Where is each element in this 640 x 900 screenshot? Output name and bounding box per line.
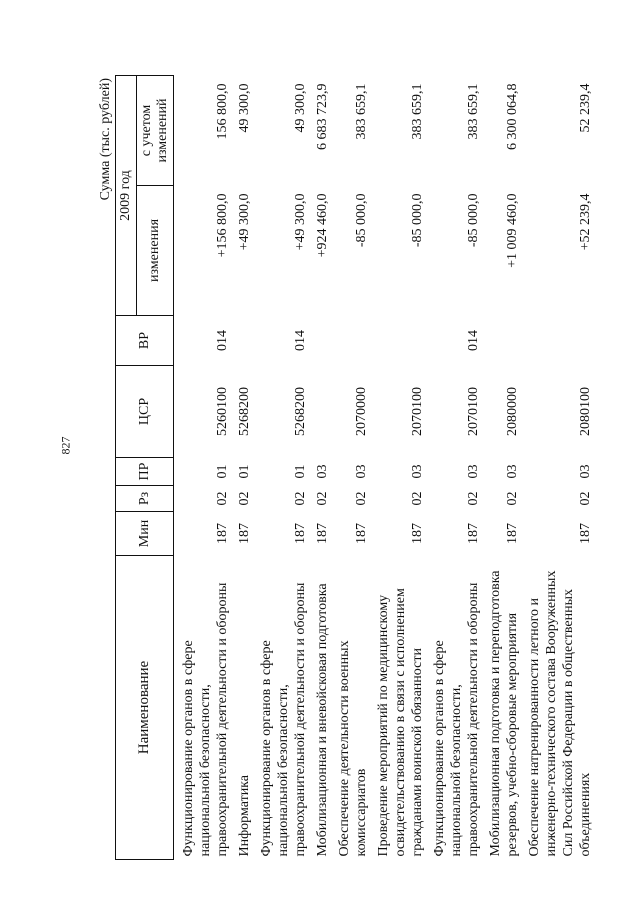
row-min: 187 [215, 523, 230, 544]
row-vr: 014 [215, 330, 230, 351]
row-total: 156 800,0 [215, 83, 230, 140]
row-total: 383 659,1 [410, 83, 425, 140]
row-name: Проведение мероприятий по медицинскому освидетельствованию в связи с исполнением гражданами воинской обязанности [376, 588, 425, 857]
table-row [312, 76, 334, 860]
row-total: 6 683 723,9 [315, 83, 330, 150]
table-row [373, 76, 429, 860]
row-name: Обеспечение деятельности военных комиссариатов [337, 640, 369, 857]
row-change: +49 300,0 [293, 193, 308, 251]
page-number: 827 [58, 436, 73, 455]
row-csr: 2070100 [410, 387, 425, 436]
row-vr [373, 316, 429, 366]
row-pr: 01 [237, 464, 252, 479]
row-name: Мобилизационная и вневойсковая подготовка [315, 583, 330, 857]
row-name: Мобилизационная подготовка и переподготовка резервов, учебно-сборовые мероприятия [488, 570, 520, 857]
row-csr: 2070000 [354, 387, 369, 436]
row-rz: 02 [578, 491, 593, 506]
row-min: 187 [505, 523, 520, 544]
row-csr: 5260100 [215, 387, 230, 436]
row-change: -85 000,0 [354, 193, 369, 248]
row-csr: 5268200 [237, 387, 252, 436]
row-csr: 2070100 [466, 387, 481, 436]
row-change: +49 300,0 [237, 193, 252, 251]
row-name: Функционирование органов в сфере национальной безопасности, правоохранительной деятельности и обороны [432, 582, 481, 857]
row-name: Обеспечение натренированности летного и инженерно-технического состава Вооруженных Сил Российской Федерации в общественных объединениях [527, 570, 593, 857]
header-changes: изменения [137, 186, 174, 316]
row-rz: 02 [466, 491, 481, 506]
header-with-changes: с учетом изменений [137, 76, 174, 186]
row-rz: 02 [505, 491, 520, 506]
header-name: Наименование [116, 556, 174, 860]
row-rz: 02 [237, 491, 252, 506]
table-body [174, 76, 598, 860]
row-min: 187 [293, 523, 308, 544]
row-change: -85 000,0 [466, 193, 481, 248]
row-csr [312, 366, 334, 458]
row-pr: 03 [505, 464, 520, 479]
row-rz: 02 [215, 491, 230, 506]
rotated-table-area [95, 70, 615, 860]
table-row [334, 76, 373, 860]
table-row [178, 76, 234, 860]
table-row [485, 76, 524, 860]
table-header [116, 76, 174, 860]
header-year: 2009 год [116, 76, 137, 316]
table-row [234, 76, 256, 860]
row-pr: 01 [293, 464, 308, 479]
row-change: +52 239,4 [578, 193, 593, 251]
header-vr: ВР [116, 316, 174, 366]
row-total: 6 300 064,8 [505, 83, 520, 150]
row-rz: 02 [293, 491, 308, 506]
table-row [524, 76, 597, 860]
row-vr [312, 316, 334, 366]
row-total: 383 659,1 [466, 83, 481, 140]
row-total: 49 300,0 [293, 83, 308, 133]
header-min: Мин [116, 512, 174, 556]
budget-table [115, 75, 597, 860]
row-change: +156 800,0 [215, 193, 230, 258]
row-rz: 02 [315, 491, 330, 506]
row-pr: 03 [578, 464, 593, 479]
header-pr: ПР [116, 458, 174, 486]
row-pr: 03 [315, 464, 330, 479]
header-rz: Рз [116, 486, 174, 512]
row-total: 52 239,4 [578, 83, 593, 133]
row-name: Информатика [237, 775, 252, 857]
row-total: 383 659,1 [354, 83, 369, 140]
row-min: 187 [315, 523, 330, 544]
row-pr: 03 [410, 464, 425, 479]
row-rz: 02 [354, 491, 369, 506]
row-vr [485, 316, 524, 366]
row-pr: 03 [466, 464, 481, 479]
row-vr [524, 316, 597, 366]
row-vr: 014 [293, 330, 308, 351]
row-min: 187 [578, 523, 593, 544]
row-name: Функционирование органов в сфере национальной безопасности, правоохранительной деятельности и обороны [259, 582, 308, 857]
table-title: Сумма (тыс. рублей) [98, 78, 113, 201]
row-name: Функционирование органов в сфере национальной безопасности, правоохранительной деятельности и обороны [181, 582, 230, 857]
row-csr: 2080100 [578, 387, 593, 436]
row-min: 187 [410, 523, 425, 544]
row-min: 187 [466, 523, 481, 544]
row-total: 49 300,0 [237, 83, 252, 133]
row-vr [334, 316, 373, 366]
row-min: 187 [237, 523, 252, 544]
row-vr: 014 [466, 330, 481, 351]
row-pr: 03 [354, 464, 369, 479]
row-change: +1 009 460,0 [505, 193, 520, 268]
table-row [256, 76, 312, 860]
row-change: +924 460,0 [315, 193, 330, 258]
row-csr: 2080000 [505, 387, 520, 436]
header-csr: ЦСР [116, 366, 174, 458]
row-pr: 01 [215, 464, 230, 479]
row-rz: 02 [410, 491, 425, 506]
row-min: 187 [354, 523, 369, 544]
table-row [429, 76, 485, 860]
row-csr: 5268200 [293, 387, 308, 436]
row-vr [234, 316, 256, 366]
row-change: -85 000,0 [410, 193, 425, 248]
